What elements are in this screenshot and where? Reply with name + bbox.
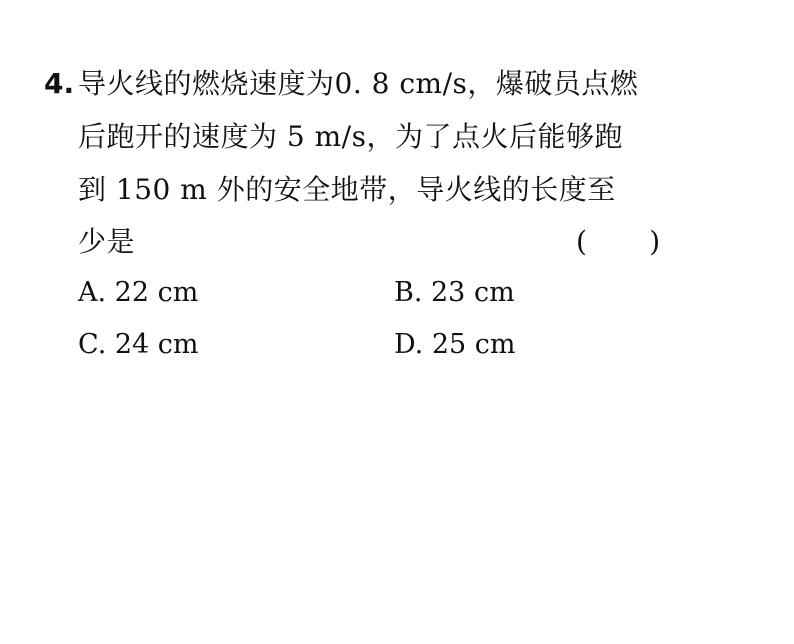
question-text-line-1: 导火线的燃烧速度为0. 8 cm/s，爆破员点燃 xyxy=(78,67,639,100)
option-c: C. 24 cm xyxy=(78,329,199,360)
option-a: A. 22 cm xyxy=(78,277,199,308)
question-number: 4. xyxy=(44,67,75,100)
option-b: B. 23 cm xyxy=(394,277,515,308)
answer-bracket: ( ) xyxy=(576,225,661,258)
question-text-line-3: 到 150 m 外的安全地带，导火线的长度至 xyxy=(78,173,616,206)
question-text-line-4: 少是 xyxy=(78,225,136,258)
option-d: D. 25 cm xyxy=(394,329,516,360)
question-text-line-2: 后跑开的速度为 5 m/s，为了点火后能够跑 xyxy=(78,120,623,153)
